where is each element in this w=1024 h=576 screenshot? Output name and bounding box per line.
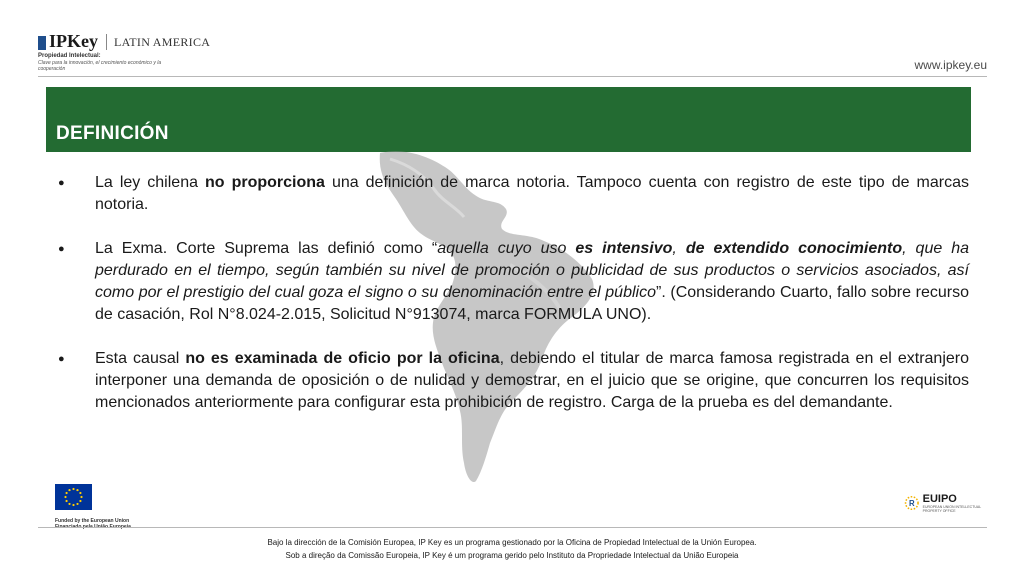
slide-title: DEFINICIÓN	[56, 123, 169, 144]
logo-region: LATIN AMERICA	[114, 35, 211, 49]
eu-star-icon	[79, 500, 81, 502]
eu-star-icon	[72, 504, 74, 506]
bullet-marker: ●	[58, 177, 65, 189]
eu-star-icon	[79, 492, 81, 494]
bullet-text-segment: es intensivo	[575, 240, 673, 257]
eu-star-icon	[64, 496, 66, 498]
eu-star-icon	[68, 503, 70, 505]
logo-tagline: Clave para la innovación, el crecimiento económico y la cooperación	[38, 60, 162, 72]
header-divider	[38, 76, 987, 77]
title-bar	[46, 87, 971, 152]
footer-text-es: Bajo la dirección de la Comisión Europea, IP Key es un programa gestionado por la Oficina de Propiedad Intelectual de la Unión Europea.	[267, 538, 757, 547]
eu-star-icon	[68, 489, 70, 491]
eu-star-icon	[72, 488, 74, 490]
bullet-text-segment: , debiendo el titular de marca famosa registrada en el extranjero interponer una demanda de oposición o de nulidad y demostrar, en el juicio que se origine, que concurren los requisitos mencionados anteriormente para configurar esta prohibición de registro. Carga de la prueba es del demandante.	[95, 350, 970, 411]
bullet-marker: ●	[58, 353, 65, 365]
euipo-subtitle: EUROPEAN UNION INTELLECTUAL PROPERTY OFFICE	[922, 504, 982, 513]
eu-star-icon	[65, 500, 67, 502]
eu-star-icon	[76, 503, 78, 505]
bullet-text-segment: aquella cuyo uso	[437, 240, 576, 257]
bullet-text-segment: ”. (Considerando Cuarto, fallo sobre recurso de casación, Rol N°8.024-2.015, Solicitud N°913074, marca FORMULA UNO).	[95, 284, 969, 323]
euipo-name: EUIPO	[922, 492, 957, 505]
eu-flag-icon	[55, 484, 92, 510]
eu-funded-en: Funded by the European Union	[55, 518, 130, 524]
bullet-text-segment: , que ha perdurado en el tiempo, según también su nivel de promoción o publicidad de sus productos o servicios asociados, así como por el prestigio del cual goza el signo o su denominación entre el público	[95, 240, 970, 301]
logo-divider	[106, 34, 107, 50]
euipo-logo	[904, 490, 994, 516]
content-bullet-list	[58, 172, 969, 436]
bullet-text-segment: ,	[672, 240, 686, 257]
bullet-item	[58, 348, 969, 414]
logo-name: IPKey	[49, 31, 98, 51]
bullet-item	[58, 172, 969, 216]
bullet-text-segment: una definición de marca notoria. Tampoco cuenta con registro de este tipo de marcas notoria.	[95, 174, 969, 213]
website-link[interactable]: www.ipkey.eu	[914, 58, 987, 72]
eu-star-icon	[76, 489, 78, 491]
bullet-text-segment: La ley chilena	[95, 174, 206, 191]
footer-divider	[38, 527, 987, 528]
bullet-text-segment: no es examinada de oficio por la oficina	[185, 350, 500, 367]
ipkey-logo-icon	[38, 36, 46, 50]
euipo-star-icon	[904, 493, 920, 513]
bullet-text-segment: La Exma. Corte Suprema las definió como “	[95, 240, 438, 257]
bullet-item	[58, 238, 969, 326]
bullet-text-segment: no proporciona	[205, 174, 325, 191]
eu-star-icon	[65, 492, 67, 494]
eu-funding-logo	[55, 484, 135, 530]
ipkey-logo	[38, 30, 218, 74]
svg-text:R: R	[908, 499, 915, 509]
bullet-text-segment: Esta causal	[95, 350, 186, 367]
footer-text-pt: Sob a direção da Comissão Europeia, IP Key é um programa gerido pelo Instituto da Propriedade Intelectual da União Europeia	[285, 551, 739, 560]
eu-star-icon	[80, 496, 82, 498]
logo-subtitle: Propiedad Intelectual:	[38, 53, 101, 59]
bullet-text-segment: de extendido conocimiento	[685, 240, 903, 257]
bullet-marker: ●	[58, 243, 65, 255]
